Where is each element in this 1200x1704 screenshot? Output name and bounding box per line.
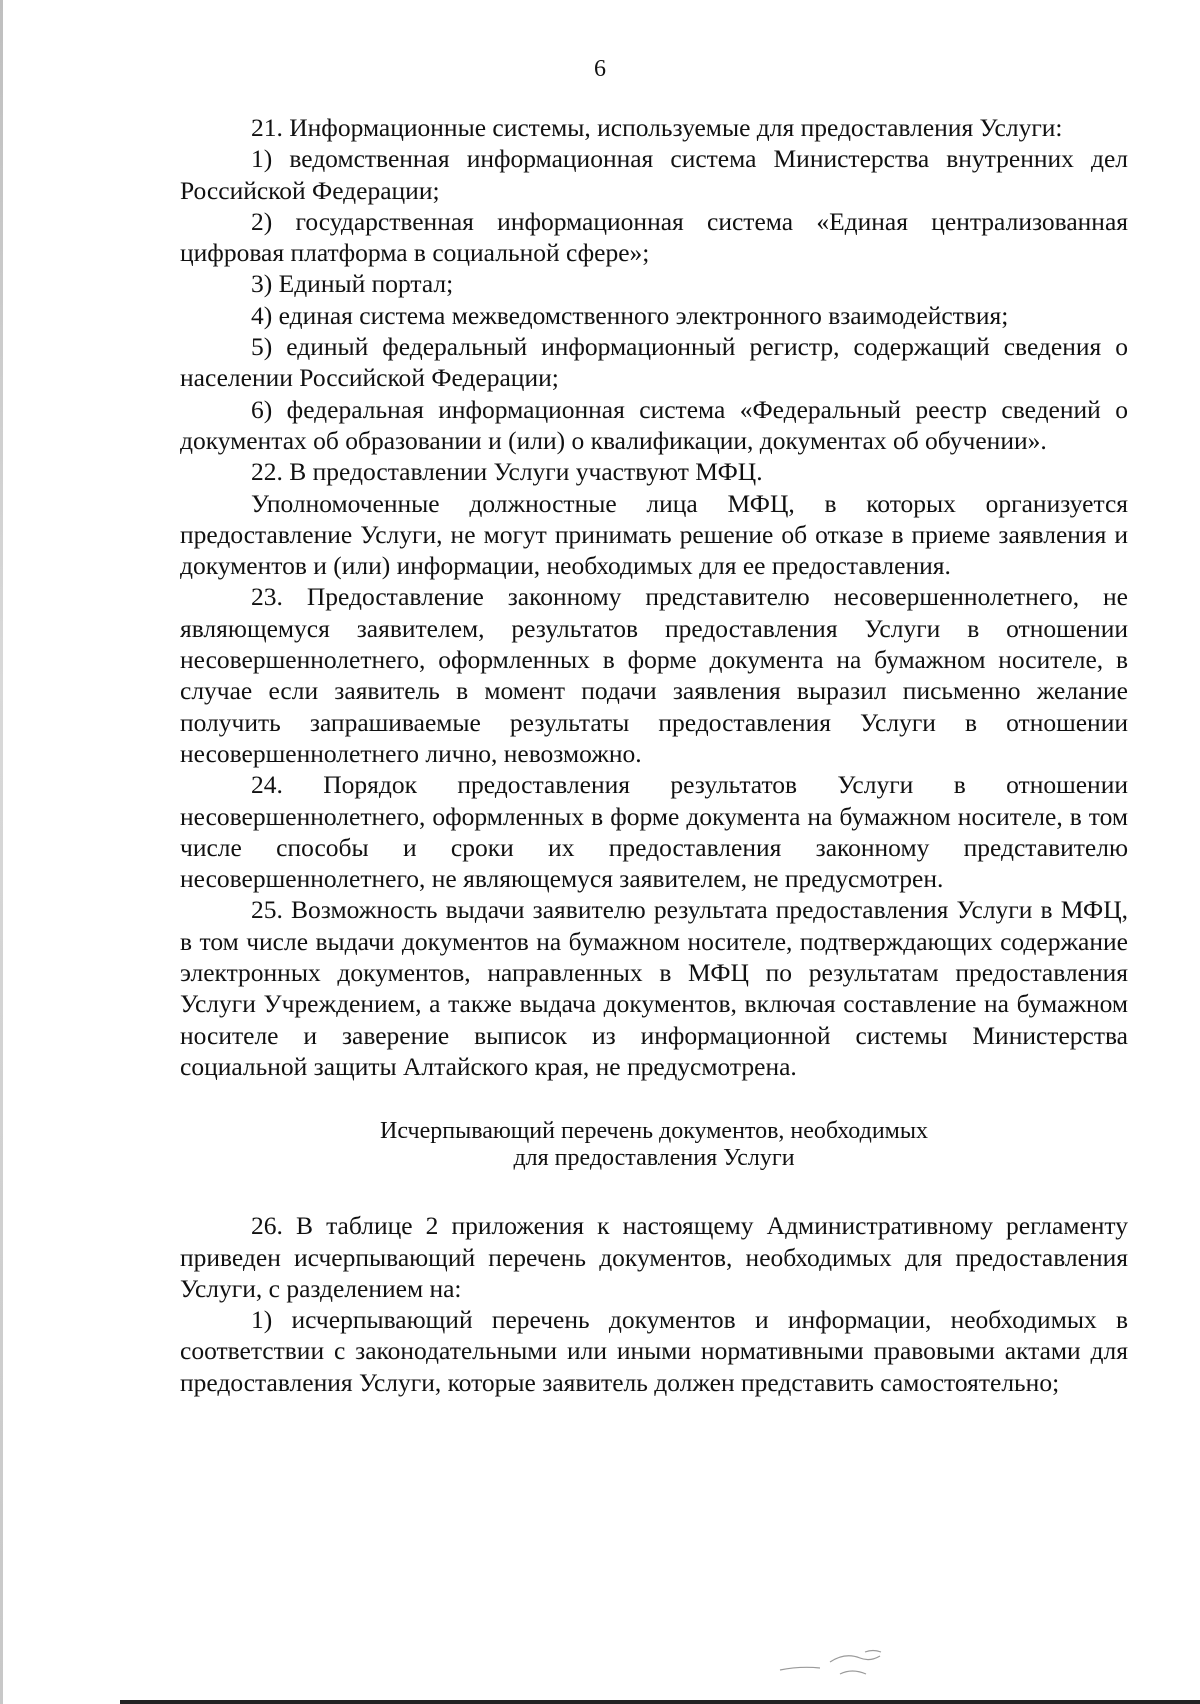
section-heading-line-2: для предоставления Услуги [513, 1145, 795, 1172]
page-number: 6 [594, 56, 606, 82]
list-item-3: 3) Единый портал; [251, 269, 454, 299]
section-heading-line-1: Исчерпывающий перечень документов, необходимых [380, 1118, 928, 1145]
document-body [180, 112, 1128, 1398]
list-item-6: 6) федеральная информационная система «Федеральный реестр сведений о документах об образовании и (или) о квалификации, документах об обучении». [180, 394, 1128, 455]
paragraph-23: 23. Предоставление законному представителю несовершеннолетнего, не являющемуся заявителем, результатов предоставления Услуги в отношении несовершеннолетнего, оформленных в форме документа на бумажном носителе, в случае если заявитель в момент подачи заявления выразил письменно желание получить запрашиваемые результаты предоставления Услуги в отношении несовершеннолетнего лично, невозможно. [180, 582, 1128, 768]
paragraph-22: 22. В предоставлении Услуги участвуют МФЦ. [251, 457, 763, 487]
scan-edge [0, 0, 3, 1704]
paragraph-26: 26. В таблице 2 приложения к настоящему Административному регламенту приведен исчерпывающий перечень документов, необходимых для предоставления Услуги, с разделением на: [180, 1211, 1128, 1303]
paragraph-24: 24. Порядок предоставления результатов Услуги в отношении несовершеннолетнего, оформленных в форме документа на бумажном носителе, в том числе способы и сроки их предоставления законному представителю несовершеннолетнего, не являющемуся заявителем, не предусмотрен. [180, 770, 1128, 894]
section-heading [180, 1118, 1128, 1172]
faint-stamp-mark [770, 1640, 900, 1680]
paragraph-25: 25. Возможность выдачи заявителю результата предоставления Услуги в МФЦ, в том числе выдачи документов на бумажном носителе, подтверждающих содержание электронных документов, направленных в МФЦ по результатам предоставления Услуги Учреждением, а также выдача документов, включая составление на бумажном носителе и заверение выписок из информационной системы Министерства социальной защиты Алтайского края, не предусмотрена. [180, 895, 1128, 1081]
paragraph-26-item-1: 1) исчерпывающий перечень документов и информации, необходимых в соответствии с законодательными или иными нормативными правовыми актами для предоставления Услуги, которые заявитель должен представить самостоятельно; [180, 1305, 1128, 1397]
paragraph-21: 21. Информационные системы, используемые для предоставления Услуги: [251, 113, 1063, 142]
paragraph-22-continued: Уполномоченные должностные лица МФЦ, в которых организуется предоставление Услуги, не могут принимать решение об отказе в приеме заявления и документов и (или) информации, необходимых для ее предоставления. [180, 488, 1128, 581]
bottom-rule [120, 1700, 1200, 1704]
list-item-5: 5) единый федеральный информационный регистр, содержащий сведения о населении Российской Федерации; [180, 332, 1128, 393]
list-item-1: 1) ведомственная информационная система Министерства внутренних дел Российской Федерации; [180, 144, 1128, 205]
list-item-2: 2) государственная информационная система «Единая централизованная цифровая платформа в социальной сфере»; [180, 206, 1128, 268]
list-item-4: 4) единая система межведомственного электронного взаимодействия; [251, 300, 1009, 330]
